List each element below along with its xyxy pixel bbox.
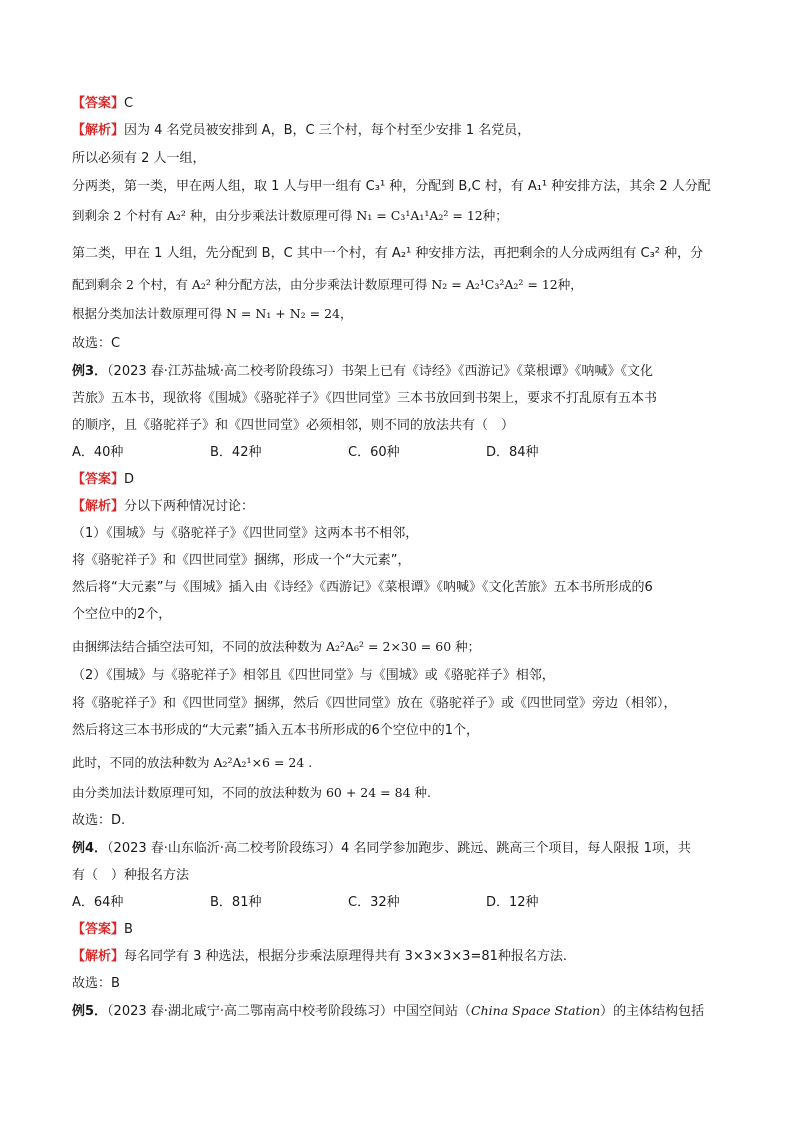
text-line: 然后将这三本书形成的“大元素”插入五本书所形成的6个空位中的1个，	[72, 723, 480, 738]
text-line: （2）《围城》与《骆驼祥子》相邻且《四世同堂》与《围城》或《骆驼祥子》相邻，	[72, 668, 555, 683]
text-line: 苦旅》五本书，现欲将《围城》《骆驼祥子》《四世同堂》三本书放回到书架上，要求不打乱原有五本书	[72, 391, 658, 406]
text-line: 的顺序，且《骆驼祥子》和《四世同堂》必须相邻，则不同的放法共有（ ）	[72, 418, 515, 433]
analysis-line-1: 【解析】因为 4 名党员被安排到 A，B，C 三个村，每个村至少安排 1 名党员，	[72, 123, 531, 138]
text-line: 分两类，第一类，甲在两人组，取 1 人与甲一组有 C₃¹ 种，分配到 B,C 村，有 A₁¹ 种安排方法，其余 2 人分配	[72, 179, 711, 194]
example-5-heading: 例5．（2023 春·湖北咸宁·高二鄂南高中校考阶段练习）中国空间站（China Space Station）的主体结构包括	[72, 1003, 705, 1019]
text-line: 故选：C	[72, 336, 121, 351]
analysis-line-3: 【解析】每名同学有 3 种选法，根据分步乘法原理得共有 3×3×3×3=81种报名方法.	[72, 949, 568, 964]
text-line: 此时，不同的放法种数为 A₂²A₂¹×6 = 24 .	[72, 755, 313, 770]
text-line: 将《骆驼祥子》和《四世同堂》捆绑，形成一个“大元素”，	[72, 553, 411, 568]
text-line: 然后将“大元素”与《围城》插入由《诗经》《西游记》《菜根谭》《呐喊》《文化苦旅》五本书所形成的6	[72, 580, 653, 595]
option-a: A．64种	[72, 895, 124, 910]
options-row-1	[72, 443, 724, 463]
option-a: A．40种	[72, 445, 124, 460]
option-c: C．32种	[348, 895, 400, 910]
text-line: 第二类，甲在 1 人组，先分配到 B，C 其中一个村，有 A₂¹ 种安排方法，再把剩余的人分成两组有 C₃² 种，分	[72, 246, 704, 261]
text-line: 所以必须有 2 人一组，	[72, 151, 206, 166]
option-b: B．42种	[210, 445, 262, 460]
answer-line-2: 【答案】D	[72, 472, 135, 487]
options-row-2	[72, 893, 724, 913]
option-d: D．84种	[486, 445, 539, 460]
option-b: B．81种	[210, 895, 262, 910]
text-line: 有（ ）种报名方法	[72, 868, 190, 883]
text-line: 根据分类加法计数原理可得 N = N₁ + N₂ = 24，	[72, 306, 353, 321]
text-line: 由分类加法计数原理可知，不同的放法种数为 60 + 24 = 84 种.	[72, 785, 431, 800]
text-line: 个空位中的2个，	[72, 607, 172, 622]
option-c: C．60种	[348, 445, 400, 460]
example-3-heading: 例3．（2023 春·江苏盐城·高二校考阶段练习）书架上已有《诗经》《西游记》《菜根谭》《呐喊》《文化	[72, 364, 654, 379]
text-line: 到剩余 2 个村有 A₂² 种，由分步乘法计数原理可得 N₁ = C₃¹A₁¹A₂² = 12种；	[72, 208, 508, 223]
text-line: 故选：D.	[72, 813, 126, 828]
example-4-heading: 例4．（2023 春·山东临沂·高二校考阶段练习）4 名同学参加跑步、跳远、跳高三个项目，每人限报 1项，共	[72, 841, 691, 856]
analysis-line-2: 【解析】分以下两种情况讨论：	[72, 499, 255, 514]
text-line: 配到剩余 2 个村，有 A₂² 种分配方法，由分步乘法计数原理可得 N₂ = A₂¹C₃²A₂² = 12种，	[72, 277, 583, 292]
text-line: （1）《围城》与《骆驼祥子》《四世同堂》这两本书不相邻，	[72, 526, 419, 541]
text-line: 故选：B	[72, 976, 120, 991]
answer-line-1: 【答案】C	[72, 96, 134, 111]
text-line: 将《骆驼祥子》和《四世同堂》捆绑，然后《四世同堂》放在《骆驼祥子》或《四世同堂》旁边（相邻），	[72, 696, 677, 711]
option-d: D．12种	[486, 895, 539, 910]
answer-line-3: 【答案】B	[72, 922, 133, 937]
text-line: 由捆绑法结合插空法可知，不同的放法种数为 A₂²A₆² = 2×30 = 60 种；	[72, 639, 481, 654]
